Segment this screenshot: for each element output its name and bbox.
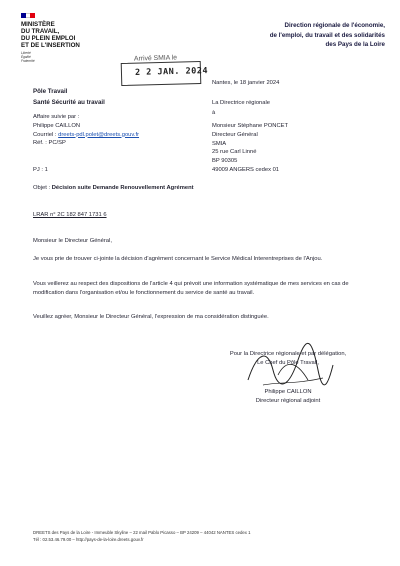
registered-mail-number: LRAR n° 2C 182 847 1731 6 <box>33 212 107 218</box>
recipient-line: SMIA <box>212 140 227 147</box>
salutation: Monsieur le Directeur Général, <box>33 238 112 244</box>
letter-date: Nantes, le 18 janvier 2024 <box>212 80 280 86</box>
motto-line: Fraternité <box>21 59 35 63</box>
recipient-line: 49009 ANGERS cedex 01 <box>212 166 280 173</box>
signatory <box>203 388 373 406</box>
signature-delegation <box>203 350 373 368</box>
recipient-line: Monsieur Stéphane PONCET <box>212 123 289 129</box>
attachments-count: PJ : 1 <box>33 167 48 173</box>
recipient-line: BP 90305 <box>212 158 238 165</box>
closing-paragraph: Veuillez agréer, Monsieur le Directeur Général, l'expression de ma considération distinguée. <box>33 314 269 320</box>
delegation-role: Le Chef du Pôle Travail, <box>257 359 319 366</box>
to-word: à <box>212 110 216 116</box>
footer-contact: Tél : 02.53.46.79.00 – http://pays-de-la-loire.dreets.gouv.fr <box>33 536 144 542</box>
objet-label: Objet : <box>33 185 51 191</box>
ministry-line: DU PLEIN EMPLOI <box>21 35 76 42</box>
email-link[interactable]: dreets-pdl.polet@dreets.gouv.fr <box>58 131 140 138</box>
motto-line: Liberté <box>21 51 31 55</box>
ministry-line: ET DE L'INSERTION <box>21 42 80 49</box>
direction-title <box>165 21 385 50</box>
ministry-name <box>21 21 131 49</box>
subject-line <box>33 184 203 193</box>
service-name: Santé Sécurité au travail <box>33 99 105 106</box>
direction-line: des Pays de la Loire <box>325 41 385 48</box>
delegation-line: Pour la Directrice régionale et par délégation, <box>229 351 347 357</box>
sender-role <box>212 98 270 109</box>
affaire-name: Philippe CAILLON <box>33 122 81 129</box>
signatory-name: Philippe CAILLON <box>264 389 312 395</box>
motto-line: Égalité <box>21 55 31 59</box>
from-line: La Directrice régionale <box>212 100 270 106</box>
stamp-label: Arrivé SMIA le <box>133 54 178 63</box>
pole-name: Pôle Travail <box>33 88 68 95</box>
direction-line: Direction régionale de l'économie, <box>284 22 385 29</box>
paragraph-1: Je vous prie de trouver ci-jointe la décision d'agrément concernant le Service Médical Interentreprises de l'Anjou. <box>33 256 323 262</box>
flag-red <box>30 13 35 18</box>
recipient-address <box>212 122 288 175</box>
courriel-line <box>33 131 139 140</box>
objet-text: Décision suite Demande Renouvellement Agrément <box>51 185 194 191</box>
recipient-line: 25 rue Carl Linné <box>212 149 257 156</box>
reference: Réf. : PC/SP <box>33 140 66 147</box>
french-flag-logo <box>21 13 35 18</box>
stamp-date: 2 2 JAN. 2024 <box>134 66 209 78</box>
case-handler-block <box>33 113 139 148</box>
republic-motto <box>21 51 35 63</box>
ministry-line: MINISTÈRE <box>21 21 55 28</box>
ministry-line: DU TRAVAIL, <box>21 28 60 35</box>
footer-address: DREETS des Pays de la Loire - Immeuble Skyline – 22 mail Pablo Picasso – BP 24209 – 44042 NANTES cedex 1 <box>33 530 251 535</box>
signatory-title: Directeur régional adjoint <box>255 397 321 404</box>
footer <box>33 530 251 543</box>
paragraph-2: Vous veillerez au respect des dispositions de l'article 4 qui prévoit une information systématique de mes services en cas de modification dans l'organisation et/ou le fonctionnement du service de santé au travail. <box>33 281 349 296</box>
direction-line: de l'emploi, du travail et des solidarités <box>269 31 385 39</box>
affaire-label: Affaire suivie par : <box>33 114 80 120</box>
recipient-line: Directeur Général <box>212 131 258 138</box>
courriel-label: Courriel : <box>33 131 57 138</box>
service-block <box>33 86 105 108</box>
